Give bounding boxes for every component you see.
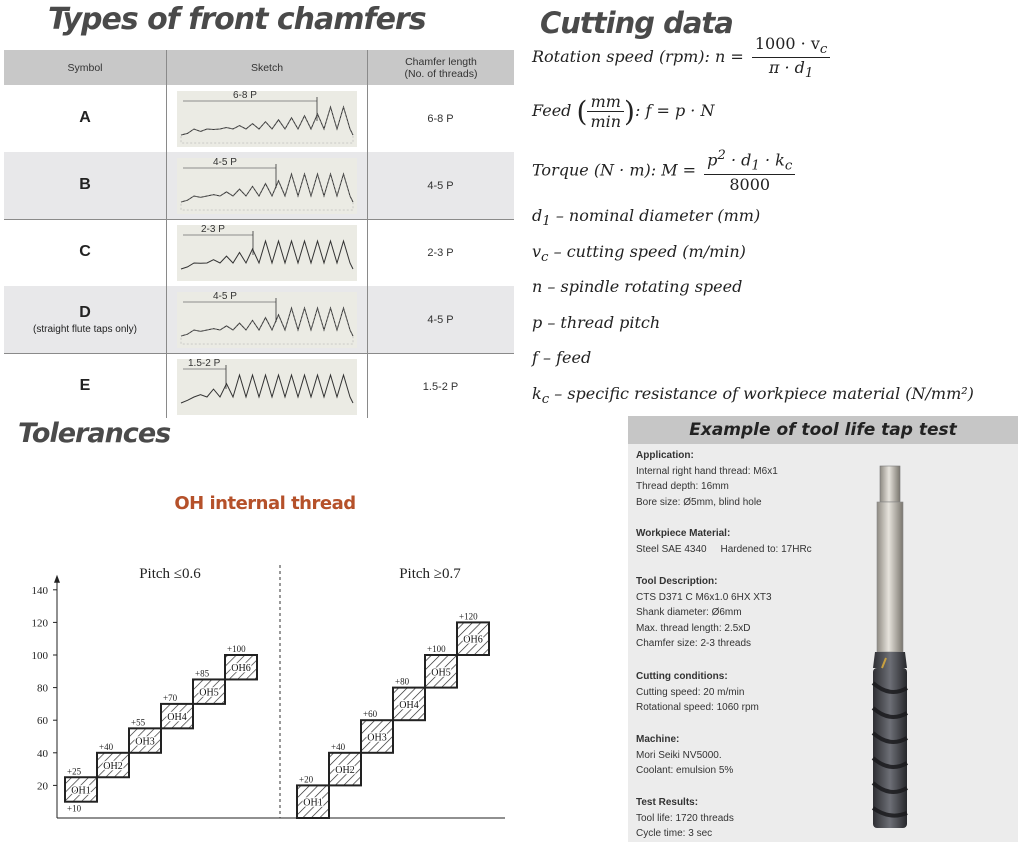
tap-section-label: Machine: <box>636 734 680 745</box>
tap-section <box>636 574 772 652</box>
torque-num-sub1: 1 <box>751 158 760 174</box>
chamfer-length-cell: 4-5 P <box>427 179 454 192</box>
definition-line <box>532 313 660 336</box>
feed-rest: : f = p · N <box>634 101 715 120</box>
thread-sketch <box>177 292 357 348</box>
tolerance-class-label: OH6 <box>231 663 251 675</box>
definition-symbol: n <box>532 277 543 296</box>
tolerance-class-label: OH5 <box>431 667 451 679</box>
upper-deviation-label: +120 <box>459 611 478 622</box>
torque-denominator: 8000 <box>729 174 771 194</box>
column-divider <box>367 50 368 418</box>
tap-section-line: Max. thread length: 2.5xD <box>636 622 751 634</box>
upper-deviation-label: +80 <box>395 676 410 687</box>
tap-section-line: Shank diameter: Ø6mm <box>636 607 742 618</box>
torque-num-k: · k <box>759 150 785 170</box>
chamfer-symbol: E <box>79 376 91 394</box>
torque-prefix: Torque (N · m): M = <box>532 160 697 180</box>
feed-prefix: Feed <box>532 101 572 120</box>
tap-neck <box>873 652 907 668</box>
y-tick-label: 40 <box>37 747 48 760</box>
tap-section-line: CTS D371 C M6x1.0 6HX XT3 <box>636 591 772 603</box>
upper-deviation-label: +100 <box>427 644 446 654</box>
sketch-cell <box>167 286 367 353</box>
chamfer-row <box>4 219 514 287</box>
lower-deviation-label: +10 <box>67 803 82 814</box>
y-tick-label: 80 <box>37 682 48 695</box>
chamfer-length-cell: 1.5-2 P <box>422 380 459 393</box>
rotation-fraction <box>752 34 830 81</box>
tap-tool-image <box>858 458 968 838</box>
tolerance-class-label: OH1 <box>303 797 323 809</box>
tolerance-class-label: OH6 <box>463 634 483 646</box>
tap-section <box>636 732 733 779</box>
tolerance-chart <box>0 550 540 840</box>
tolerance-class-label: OH2 <box>103 761 123 773</box>
definition-symbol: k <box>532 383 542 403</box>
sketch-cell <box>167 152 367 219</box>
y-tick-label: 100 <box>31 650 48 662</box>
y-tick-label: 120 <box>31 617 48 630</box>
tap-section-line: Chamfer size: 2-3 threads <box>636 638 752 649</box>
tap-section-label: Workpiece Material: <box>636 528 731 539</box>
tap-section-line: Thread depth: 16mm <box>636 481 729 492</box>
tolerance-class-label: OH2 <box>335 765 355 777</box>
tap-section <box>636 526 812 557</box>
tap-section-label: Application: <box>636 450 694 461</box>
tap-section-line: Mori Seiki NV5000. <box>636 749 722 761</box>
thread-sketch <box>177 91 357 147</box>
y-axis-arrow <box>54 575 60 583</box>
definition-text: – thread pitch <box>542 312 661 332</box>
definition-subscript: c <box>541 391 550 407</box>
tolerances-title: Tolerances <box>18 418 171 449</box>
chamfer-row <box>4 353 514 420</box>
tap-section <box>636 669 759 716</box>
definition-symbol: v <box>532 241 542 261</box>
upper-deviation-label: +55 <box>131 717 146 728</box>
tap-section-label: Cutting conditions: <box>636 671 728 682</box>
chamfers-title: Types of front chamfers <box>48 2 426 37</box>
chamfer-table <box>4 50 514 418</box>
definition-subscript: c <box>541 249 549 265</box>
definition-symbol: f <box>532 348 538 367</box>
sketch-label: 4-5 P <box>213 156 237 168</box>
chamfer-symbol: D <box>79 304 91 321</box>
definition-symbol: d <box>532 206 543 225</box>
panel-label: Pitch ≤0.6 <box>139 566 201 582</box>
tap-section-line: Steel SAE 4340 Hardened to: 17HRc <box>636 543 812 555</box>
upper-deviation-label: +85 <box>195 668 210 679</box>
tolerance-class-label: OH4 <box>167 712 187 724</box>
torque-num-sup: 2 <box>717 148 726 163</box>
tap-section-line: Internal right hand thread: M6x1 <box>636 465 778 477</box>
chamfer-length-cell: 2-3 P <box>427 246 454 259</box>
chamfer-row <box>4 286 514 354</box>
definition-text: – spindle rotating speed <box>542 277 743 296</box>
feed-unit-den: min <box>590 112 622 131</box>
y-tick-label: 60 <box>37 715 48 728</box>
header-length-line1: Chamfer length <box>405 55 477 68</box>
tolerance-class-label: OH1 <box>71 785 91 797</box>
tap-section <box>636 448 778 510</box>
chamfer-row <box>4 85 514 153</box>
tap-shank <box>877 502 903 652</box>
upper-deviation-label: +40 <box>99 741 114 752</box>
chamfer-symbol: C <box>79 242 91 260</box>
torque-formula <box>532 148 798 194</box>
cutting-title: Cutting data <box>540 6 733 40</box>
tap-test-card <box>628 416 1018 842</box>
rotation-num-sub: c <box>819 42 828 58</box>
tap-section-line: Tool life: 1720 threads <box>636 812 734 824</box>
sketch-label: 4-5 P <box>213 290 237 302</box>
chamfer-length-cell: 6-8 P <box>427 112 454 125</box>
y-tick-label: 140 <box>31 584 48 597</box>
tap-square-end <box>880 466 900 502</box>
tap-section-line: Rotational speed: 1060 rpm <box>636 702 759 713</box>
tolerance-class-label: OH5 <box>199 687 219 699</box>
sketch-label: 1.5-2 P <box>188 357 221 369</box>
rotation-denominator: π · d <box>768 58 805 78</box>
thread-sketch <box>177 158 357 214</box>
sketch-cell <box>167 353 367 420</box>
upper-deviation-label: +20 <box>299 774 314 785</box>
header-sketch: Sketch <box>167 50 367 85</box>
chamfer-length-cell: 4-5 P <box>427 313 454 326</box>
definition-line <box>532 206 760 229</box>
sketch-cell <box>167 85 367 152</box>
rotation-numerator: 1000 · v <box>754 34 820 53</box>
chamfer-symbol: B <box>79 175 91 193</box>
torque-num-p: p <box>707 150 718 170</box>
tap-section <box>636 795 734 842</box>
definition-subscript: 1 <box>542 214 551 230</box>
tap-section-line: Coolant: emulsion 5% <box>636 765 734 776</box>
sketch-label: 2-3 P <box>201 223 225 235</box>
header-length-line2: (No. of threads) <box>404 67 478 80</box>
definition-symbol: p <box>532 312 543 332</box>
definition-line <box>532 348 591 371</box>
panel-label: Pitch ≥0.7 <box>399 566 461 582</box>
upper-deviation-label: +60 <box>363 709 378 720</box>
tap-section-label: Tool Description: <box>636 576 718 587</box>
tap-section-label: Test Results: <box>636 797 699 808</box>
feed-formula: Feed ( $\frac{mm}{\min}$ ): f = p · N <box>532 92 715 131</box>
chamfer-note: (straight flute taps only) <box>33 324 137 335</box>
tolerance-class-label: OH3 <box>135 736 155 748</box>
upper-deviation-label: +25 <box>67 766 82 777</box>
definition-text: – feed <box>537 348 592 367</box>
chamfer-row <box>4 152 514 220</box>
rotation-formula <box>532 34 833 81</box>
header-chamfer-length <box>368 50 514 85</box>
upper-deviation-label: +100 <box>227 644 246 654</box>
rotation-den-sub: 1 <box>804 66 814 82</box>
sketch-label: 6-8 P <box>233 89 257 101</box>
definition-text: – nominal diameter (mm) <box>550 206 761 225</box>
symbol-cell <box>4 286 166 353</box>
definition-line <box>532 384 974 407</box>
upper-deviation-label: +70 <box>163 692 178 703</box>
definition-text: – cutting speed (m/min) <box>548 241 746 261</box>
tolerance-class-label: OH4 <box>399 699 419 711</box>
definition-line <box>532 277 742 300</box>
torque-num-sub2: c <box>784 158 793 174</box>
symbol-cell <box>4 219 166 286</box>
tap-test-title: Example of tool life tap test <box>628 416 1018 444</box>
tap-section-line: Bore size: Ø5mm, blind hole <box>636 496 762 508</box>
tap-section-line: Cutting speed: 20 m/min <box>636 686 745 698</box>
chamfer-symbol: A <box>79 108 91 126</box>
header-symbol: Symbol <box>4 50 166 85</box>
symbol-cell <box>4 152 166 219</box>
feed-unit-num: mm <box>587 92 624 112</box>
rotation-prefix: Rotation speed (rpm): n = <box>532 47 744 67</box>
symbol-cell <box>4 85 166 152</box>
definition-text: – specific resistance of workpiece material (N/mm²) <box>549 383 974 403</box>
y-tick-label: 20 <box>37 780 48 793</box>
tolerance-class-label: OH3 <box>367 732 387 744</box>
tap-section-line: Cycle time: 3 sec <box>636 828 713 839</box>
torque-num-d: · d <box>725 150 752 170</box>
upper-deviation-label: +40 <box>331 741 346 752</box>
column-divider <box>166 50 167 418</box>
torque-fraction <box>704 148 795 194</box>
sketch-cell <box>167 219 367 286</box>
symbol-cell <box>4 353 166 420</box>
definition-line <box>532 242 746 265</box>
chart-title: OH internal thread <box>174 493 356 514</box>
